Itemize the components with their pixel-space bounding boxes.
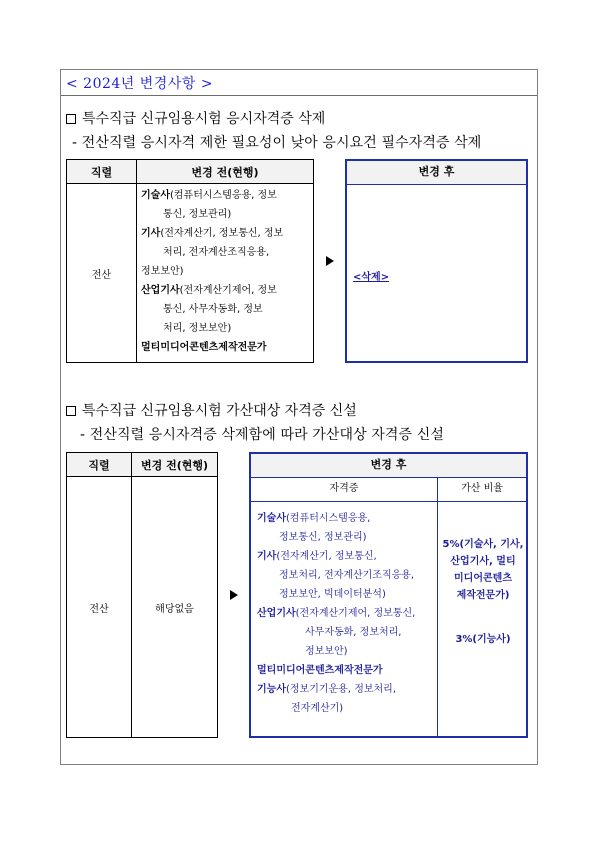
license-entry: 기술사(컴퓨터시스템응용, 정보통신, 정보관리) xyxy=(257,513,371,543)
column-divider xyxy=(437,478,438,736)
section2-heading-text: 특수직급 신규임용시험 가산대상 자격증 신설 xyxy=(82,403,357,419)
category-cell: 전산 xyxy=(67,477,132,738)
after-value: <삭제> xyxy=(353,272,390,283)
rate-secondary: 3%(기능사) xyxy=(455,634,511,645)
section1-after-table xyxy=(345,159,528,363)
license-entry: 기사(전자계산기, 정보통신, 정보 처리, 전자계산조직응용, 정보보안) xyxy=(141,228,284,277)
before-license-list xyxy=(137,184,314,363)
section1-subtext: - 전산직렬 응시자격 제한 필요성이 낮아 응시요건 필수자격증 삭제 xyxy=(72,135,482,151)
arrow-right-icon xyxy=(230,590,238,600)
license-entry: 기술사(컴퓨터시스템응용, 정보 통신, 정보관리) xyxy=(141,190,277,220)
header-jobseries: 직렬 xyxy=(67,160,137,184)
license-entry: 기사(전자계산기, 정보통신, 정보처리, 전자계산기조직응용, 정보보안, 빅데이터분석) xyxy=(257,551,415,600)
title-divider xyxy=(61,95,537,96)
section1-heading-text: 특수직급 신규임용시험 응시자격증 삭제 xyxy=(82,111,326,127)
license-entry: 산업기사(전자계산기제어, 정보통신, 사무자동화, 정보처리, 정보보안) xyxy=(257,608,416,657)
category-cell: 전산 xyxy=(67,184,137,363)
checkbox-square-icon xyxy=(66,114,76,124)
rate-primary: 5%(기술사, 기사, 산업기사, 멀티 미디어콘텐츠 제작전문가) xyxy=(442,539,524,601)
after-license-list xyxy=(257,509,435,718)
page-title: < 2024년 변경사항 > xyxy=(66,76,214,92)
before-value: 해당없음 xyxy=(132,477,218,738)
license-entry: 멀티미디어콘텐츠제작전문가 xyxy=(257,665,383,676)
header-after: 변경 후 xyxy=(347,161,526,185)
section2-before-table xyxy=(66,452,218,738)
header-license: 자격증 xyxy=(251,478,437,502)
section2-after-table xyxy=(249,452,528,738)
header-before: 변경 전(현행) xyxy=(132,453,218,477)
header-jobseries: 직렬 xyxy=(67,453,132,477)
section1-heading xyxy=(66,108,325,128)
arrow-right-icon xyxy=(326,256,334,266)
header-rate: 가산 비율 xyxy=(438,478,526,502)
license-entry: 멀티미디어콘텐츠제작전문가 xyxy=(141,342,267,353)
license-entry: 기능사(정보기기운용, 정보처리, 전자계산기) xyxy=(257,684,397,714)
checkbox-square-icon xyxy=(66,406,76,416)
section2-subtext: - 전산직렬 응시자격증 삭제함에 따라 가산대상 자격증 신설 xyxy=(80,427,444,443)
section2-heading xyxy=(66,400,357,420)
license-entry: 산업기사(전자계산기제어, 정보 통신, 사무자동화, 정보 처리, 정보보안) xyxy=(141,285,277,334)
section1-before-table xyxy=(66,159,314,363)
header-after: 변경 후 xyxy=(251,454,526,478)
header-before: 변경 전(현행) xyxy=(137,160,314,184)
